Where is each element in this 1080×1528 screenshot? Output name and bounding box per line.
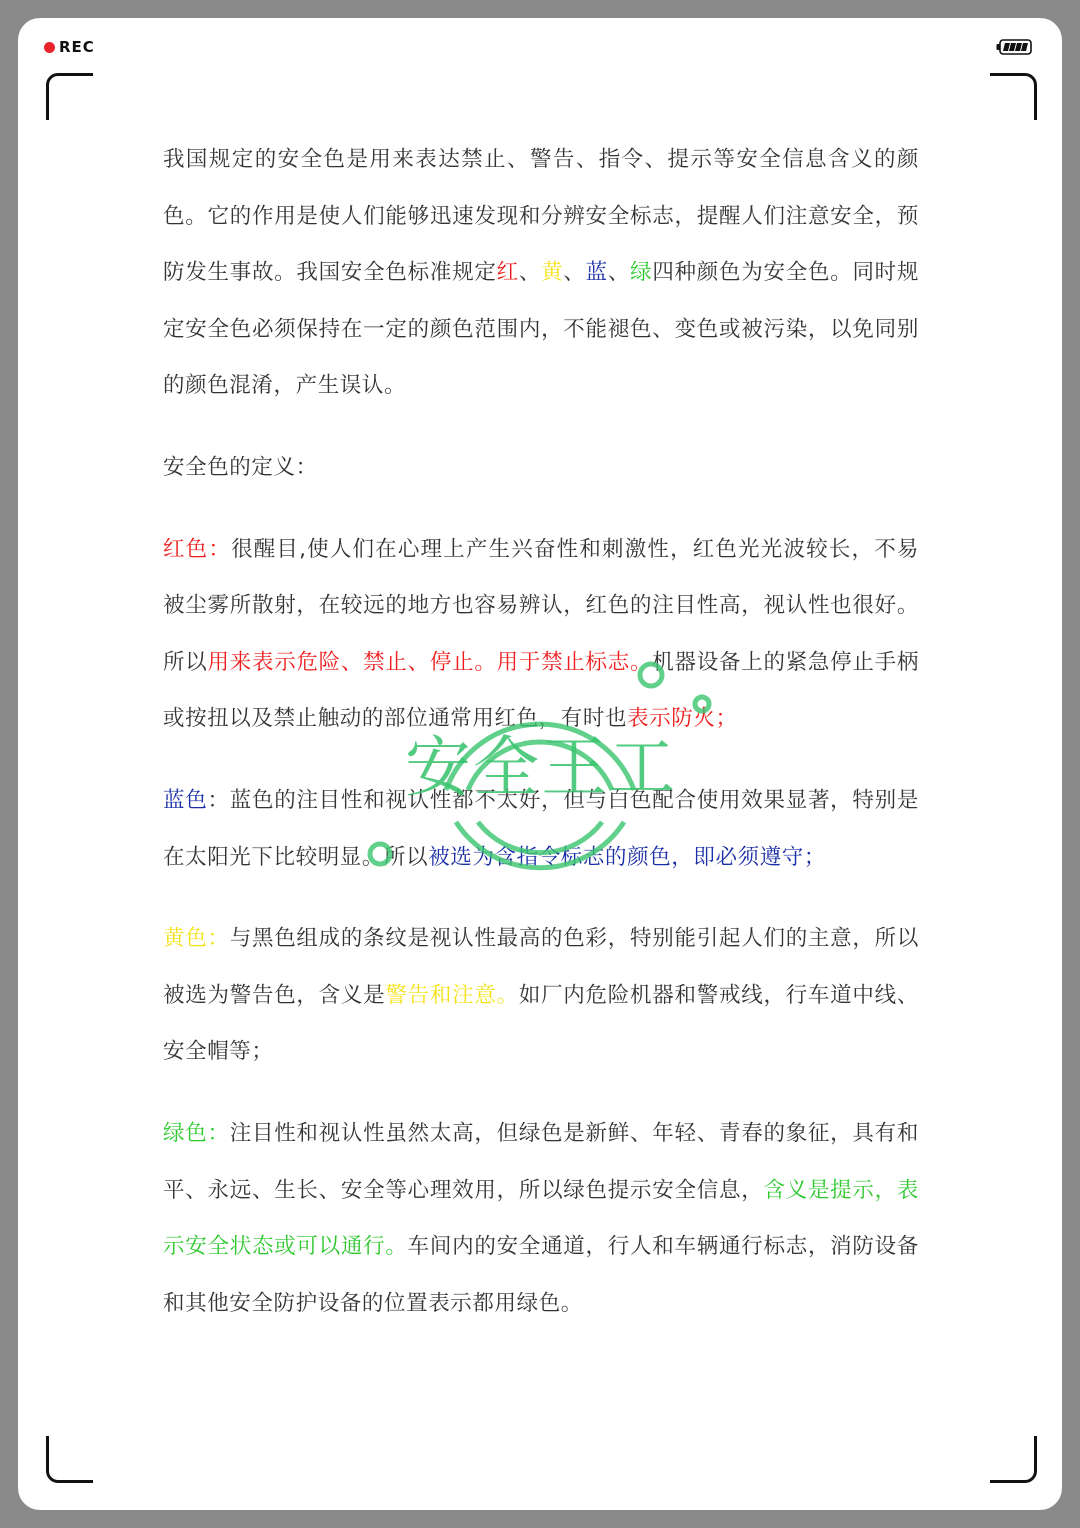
text-run: 、 — [607, 260, 631, 286]
paragraph-definition-heading — [163, 440, 919, 497]
text-run: 很醒目,使人们在心理上产生兴奋性和刺激性，红色光光波较长，不易被尘雾所散射，在较远的地方也容易辨认，红色的注目性高，视认性也很好。所以 — [163, 536, 919, 675]
paragraph-red-definition — [163, 522, 919, 748]
text-run: 我国规定的安全色是用来表达禁止、警告、指令、提示等安全信息含义的颜色。它的作用是使人们能够迅速发现和分辨安全标志，提醒人们注意安全，预防发生事故。我国安全色标准规定 — [163, 147, 919, 286]
rec-indicator — [44, 38, 95, 56]
text-run: 警告和注意。 — [385, 982, 519, 1008]
text-run: 蓝色 — [163, 787, 208, 813]
text-run: 黄 — [541, 260, 564, 286]
text-run: 黄色： — [163, 926, 230, 952]
text-run: 四种颜色为安全色。同时规定安全色必须保持在一定的颜色范围内，不能褪色、变色或被污染，以免同别的颜色混淆，产生误认。 — [163, 260, 920, 399]
frame-corner-bottom-right — [990, 1436, 1037, 1483]
paragraph-green-definition — [163, 1106, 919, 1332]
text-run: 用来表示危险、禁止、停止。用于禁止标志。 — [207, 649, 653, 675]
paragraph-yellow-definition — [163, 911, 919, 1081]
text-run: 表示防火； — [627, 706, 738, 732]
text-run: ：蓝色的注目性和视认性都不太好，但与白色配合使用效果显著，特别是在太阳光下比较明显。所以 — [163, 787, 920, 870]
rec-label: REC — [59, 38, 95, 56]
text-run: 机器设备上的紧急停止手柄或按扭以及禁止触动的部位通常用红色，有时也 — [163, 649, 919, 732]
text-run: 、 — [518, 260, 542, 286]
text-run: 红色： — [163, 536, 232, 562]
text-run: 红 — [496, 260, 519, 286]
paragraph-intro — [163, 132, 919, 415]
frame-corner-top-left — [46, 73, 93, 120]
record-dot-icon — [44, 42, 55, 53]
text-run: 安全色的定义： — [163, 454, 318, 480]
watermark-text: 安全王工 — [405, 729, 677, 806]
battery-icon — [996, 39, 1032, 55]
text-run: 被选为含指令标志的颜色，即必须遵守； — [428, 844, 827, 870]
text-run: 与黑色组成的条纹是视认性最高的色彩，特别能引起人们的主意，所以被选为警告色，含义是 — [163, 926, 919, 1008]
text-run: 注目性和视认性虽然太高，但绿色是新鲜、年轻、青春的象征，具有和平、永远、生长、安全等心理效用，所以绿色提示安全信息， — [163, 1120, 919, 1203]
text-run: 含义是提示，表示安全状态或可以通行。 — [163, 1177, 920, 1260]
text-run: 车间内的安全通道，行人和车辆通行标志，消防设备和其他安全防护设备的位置表示都用绿色。 — [163, 1234, 919, 1316]
text-run: 、 — [563, 260, 586, 286]
text-run: 如厂内危险机器和警戒线，行车道中线、安全帽等； — [163, 982, 919, 1065]
text-run: 绿 — [630, 260, 653, 286]
frame-corner-top-right — [990, 73, 1037, 120]
text-run: 蓝 — [585, 260, 608, 286]
text-run: 绿色： — [163, 1120, 230, 1146]
frame-corner-bottom-left — [46, 1436, 93, 1483]
